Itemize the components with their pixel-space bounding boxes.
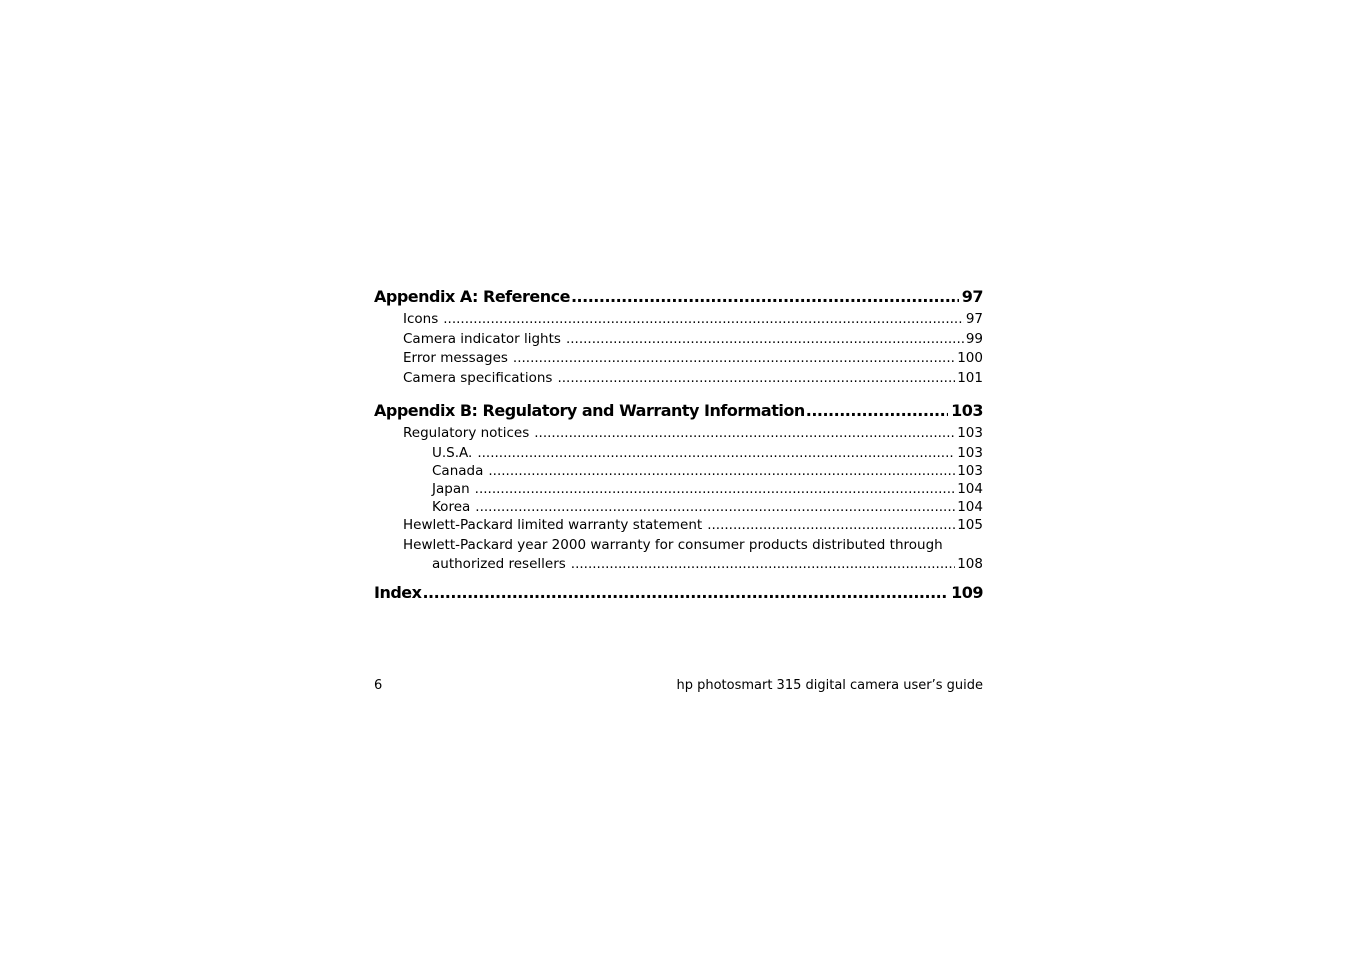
dot-leader xyxy=(477,444,955,462)
toc-page-number: 97 xyxy=(965,311,983,327)
toc-entry-label-line1: Hewlett-Packard year 2000 warranty for consumer products distributed through xyxy=(403,536,943,553)
toc-entry-label: Camera indicator lights xyxy=(403,330,561,347)
toc-page-number: 99 xyxy=(965,330,983,347)
toc-entry-label: U.S.A. xyxy=(432,444,473,461)
toc-page-number: 100 xyxy=(957,350,983,367)
toc-page-number: 103 xyxy=(957,462,983,479)
dot-leader xyxy=(806,397,948,424)
dot-leader xyxy=(488,462,955,480)
dot-leader xyxy=(566,330,964,350)
toc-heading-label: Appendix A: Reference xyxy=(374,287,570,306)
toc-entry-label: Camera specifications xyxy=(403,369,553,386)
dot-leader xyxy=(475,480,956,498)
toc-entry-label: Canada xyxy=(432,462,484,479)
toc-entry[interactable] xyxy=(374,349,983,369)
toc-subentry[interactable] xyxy=(374,444,983,462)
toc-page-number: 105 xyxy=(957,516,983,533)
toc-entry-appendix-b[interactable] xyxy=(374,397,983,424)
toc-entry-label-line2: authorized resellers xyxy=(432,555,566,572)
dot-leader xyxy=(571,283,959,310)
dot-leader xyxy=(571,555,955,573)
toc-subentry[interactable] xyxy=(374,480,983,498)
dot-leader xyxy=(534,424,955,444)
footer-guide-title: hp photosmart 315 digital camera user’s guide xyxy=(676,678,983,693)
toc-page-number: 101 xyxy=(957,369,983,386)
toc-page-number: 103 xyxy=(957,444,983,461)
toc-page-number: 109 xyxy=(951,582,983,602)
dot-leader xyxy=(707,516,955,536)
toc-subentry[interactable] xyxy=(374,498,983,516)
toc-page-number: 104 xyxy=(957,498,983,515)
toc-subentry[interactable] xyxy=(374,462,983,480)
toc-entry-continuation xyxy=(374,555,983,573)
toc-entry[interactable] xyxy=(374,516,983,536)
toc-entry-multiline[interactable] xyxy=(374,536,983,573)
toc-entry[interactable] xyxy=(374,310,983,330)
toc-entry[interactable] xyxy=(374,330,983,350)
toc-entry-appendix-a[interactable] xyxy=(374,283,983,310)
toc-entry-label: Korea xyxy=(432,498,471,515)
toc-page-number: 108 xyxy=(957,555,983,572)
toc-entry[interactable] xyxy=(374,424,983,444)
toc-heading-label: Index xyxy=(374,582,422,602)
toc-entry-index[interactable] xyxy=(374,579,983,606)
table-of-contents xyxy=(374,283,983,606)
dot-leader xyxy=(422,579,948,606)
toc-entry-label: Regulatory notices xyxy=(403,425,530,442)
toc-page-number: 97 xyxy=(961,287,983,306)
dot-leader xyxy=(475,498,955,516)
toc-entry-label: Error messages xyxy=(403,350,508,367)
toc-entry-label: Icons xyxy=(403,311,439,327)
toc-entry-label: Japan xyxy=(432,480,470,497)
toc-entry[interactable] xyxy=(374,369,983,389)
dot-leader xyxy=(443,310,964,330)
toc-page-number: 104 xyxy=(957,480,983,497)
footer-page-number: 6 xyxy=(374,678,383,693)
toc-page-number: 103 xyxy=(951,401,983,421)
dot-leader xyxy=(513,349,955,369)
toc-page-number: 103 xyxy=(957,425,983,442)
toc-entry-label: Hewlett-Packard limited warranty statement xyxy=(403,516,703,533)
toc-heading-label: Appendix B: Regulatory and Warranty Information xyxy=(374,401,805,421)
dot-leader xyxy=(557,369,955,389)
